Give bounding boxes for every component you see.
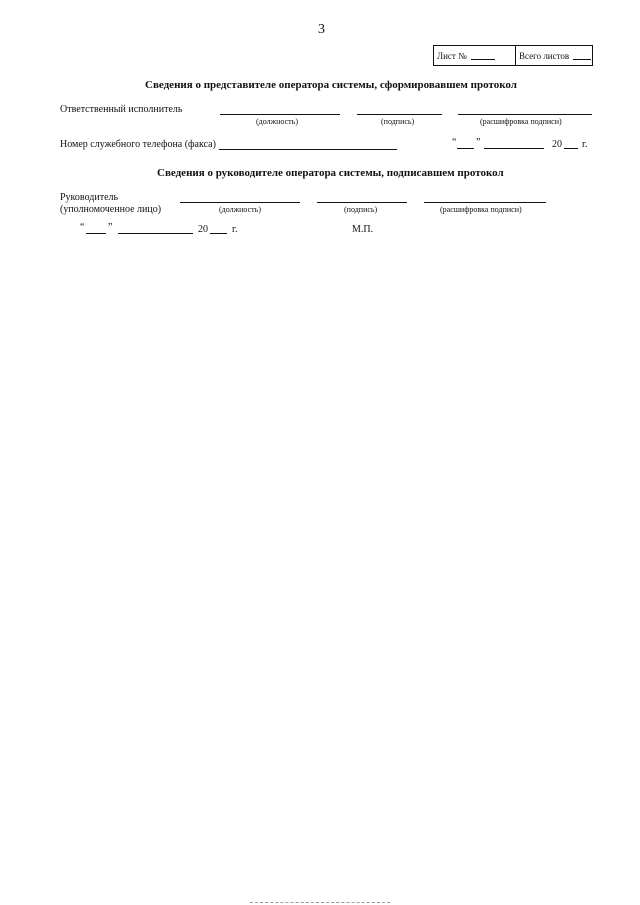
head-position-caption: (должность) — [219, 205, 261, 214]
date1-month-line[interactable] — [484, 148, 544, 149]
date1-quote-close: ” — [476, 137, 481, 148]
total-sheets-blank[interactable] — [573, 51, 591, 60]
page-number: 3 — [318, 22, 325, 37]
date2-year-line[interactable] — [210, 233, 227, 234]
head-signature-caption: (подпись) — [344, 205, 378, 214]
date1-day-line[interactable] — [457, 148, 474, 149]
date1-year-suffix: г. — [582, 139, 588, 150]
responsible-signature-caption: (подпись) — [381, 117, 415, 126]
head-decode-caption: (расшифровка подписи) — [440, 205, 522, 214]
phone-line[interactable] — [219, 149, 397, 150]
responsible-label: Ответственный исполнитель — [60, 104, 183, 115]
head-position-line[interactable] — [180, 202, 300, 203]
date2-year-prefix: 20 — [198, 224, 208, 235]
sheet-number-cell — [434, 46, 516, 65]
section2-heading: Сведения о руководителе оператора системы, подписавшем протокол — [157, 167, 504, 179]
responsible-position-line[interactable] — [220, 114, 340, 115]
responsible-position-caption: (должность) — [256, 117, 298, 126]
head-label-line1: Руководитель — [60, 192, 119, 203]
section1-heading: Сведения о представителе оператора системы, сформировавшем протокол — [145, 79, 517, 91]
date2-quote-open: “ — [80, 222, 85, 233]
head-label-line2: (уполномоченное лицо) — [60, 204, 162, 215]
responsible-decode-line[interactable] — [458, 114, 592, 115]
date2-month-line[interactable] — [118, 233, 193, 234]
total-sheets-label: Всего листов — [519, 50, 570, 61]
date2-day-line[interactable] — [86, 233, 106, 234]
total-sheets-cell — [516, 46, 592, 65]
head-decode-line[interactable] — [424, 202, 546, 203]
date2-year-suffix: г. — [232, 224, 238, 235]
responsible-signature-line[interactable] — [357, 114, 442, 115]
head-signature-line[interactable] — [317, 202, 407, 203]
stamp-label: М.П. — [352, 224, 374, 235]
sheet-number-blank[interactable] — [471, 51, 495, 60]
date1-year-prefix: 20 — [552, 139, 562, 150]
date2-quote-close: ” — [108, 222, 113, 233]
responsible-decode-caption: (расшифровка подписи) — [480, 117, 562, 126]
scan-edge-line — [250, 902, 390, 903]
date1-year-line[interactable] — [564, 148, 578, 149]
date1-quote-open: “ — [452, 137, 457, 148]
sheet-number-label: Лист № — [437, 50, 467, 61]
sheet-number-box — [433, 45, 593, 66]
phone-label: Номер служебного телефона (факса) — [60, 139, 216, 150]
